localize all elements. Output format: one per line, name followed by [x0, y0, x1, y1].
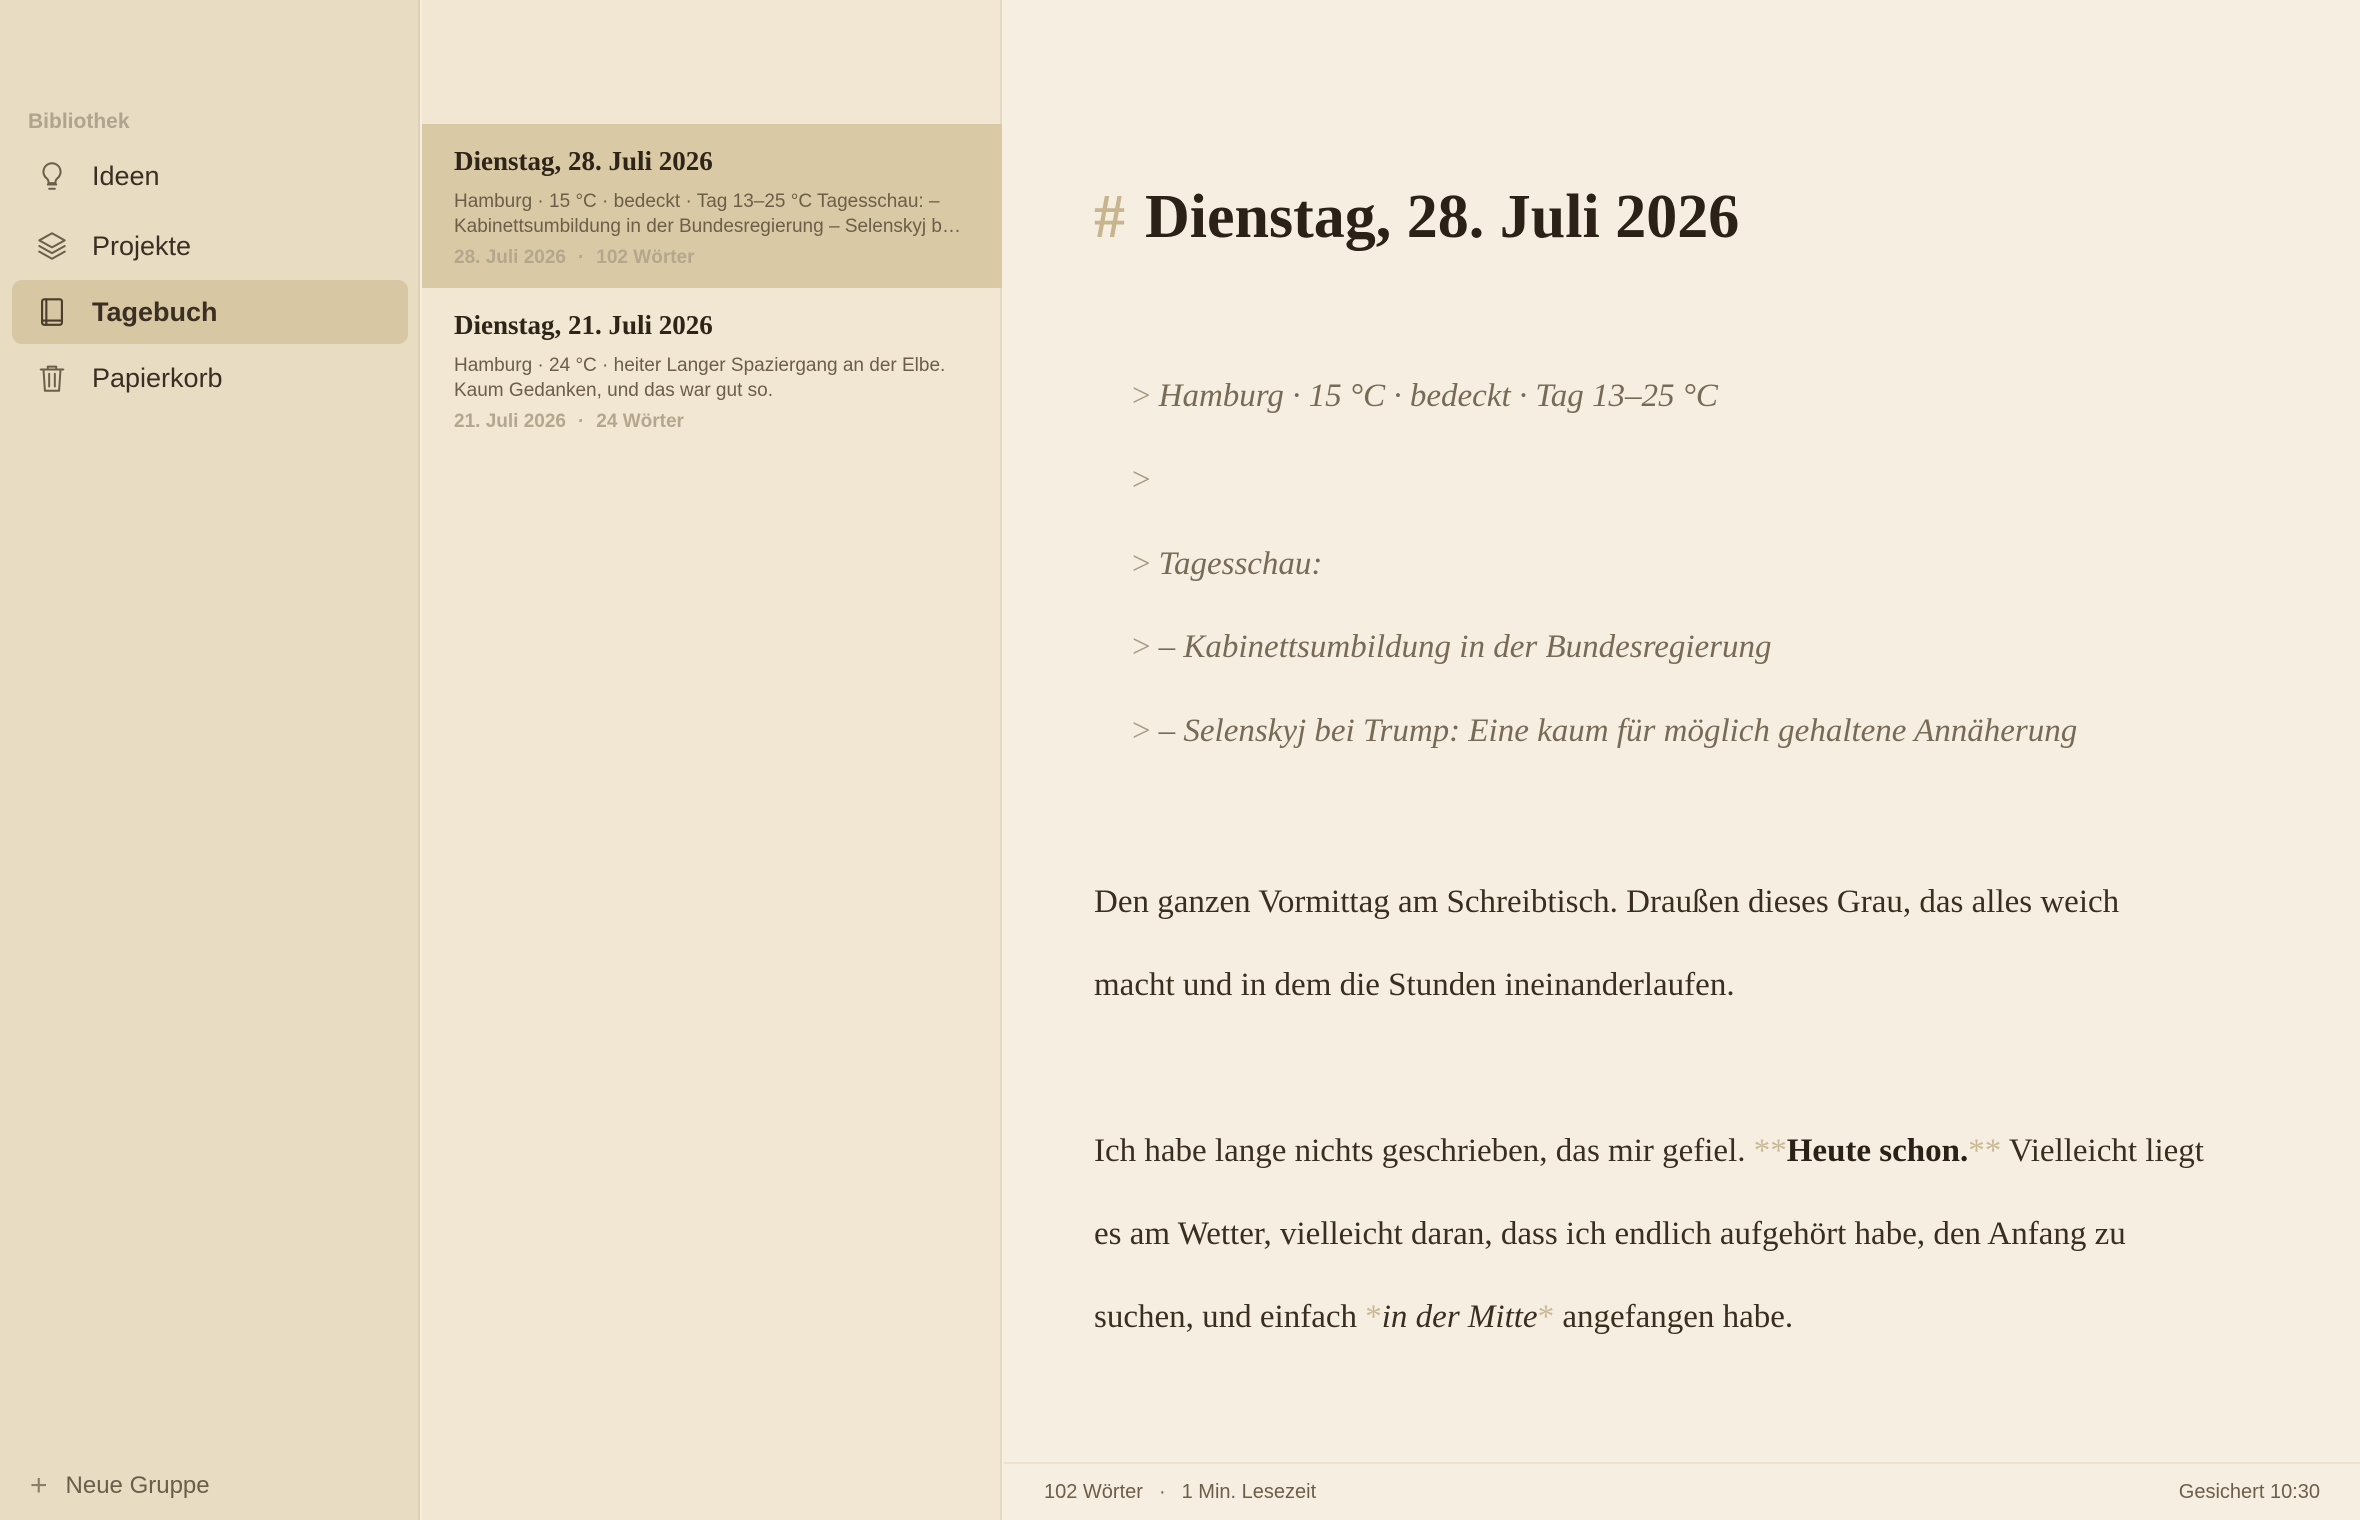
note-date: 21. Juli 2026: [454, 411, 566, 432]
paragraph-text: Vielleicht liegt es am Wetter, vielleicht daran, dass ich endlich aufgehört habe, den Anfang zu suchen, und einfach: [1094, 1133, 2204, 1335]
quote-text: – Kabinettsumbildung in der Bundesregierung: [1158, 629, 1772, 665]
meta-separator: ·: [577, 411, 585, 432]
paragraph[interactable]: Den ganzen Vormittag am Schreibtisch. Draußen dieses Grau, das alles weich macht und in dem die Stunden ineinanderlaufen.: [1094, 884, 2120, 1003]
note-meta: [454, 411, 970, 433]
status-saved: Gesichert 10:30: [2178, 1480, 2320, 1503]
quote-line[interactable]: [1132, 629, 1772, 666]
quote-mark: >: [1132, 546, 1151, 582]
document-title[interactable]: [1094, 182, 1739, 253]
sidebar-item-label: Tagebuch: [92, 296, 218, 327]
note-card[interactable]: [422, 288, 1002, 452]
note-preview: Hamburg · 24 °C · heiter Langer Spaziergang an der Elbe. Kaum Gedanken, und das war gut so.: [454, 355, 946, 401]
quote-text: Tagesschau:: [1158, 546, 1323, 582]
bold-mark: **: [1968, 1133, 2002, 1169]
status-bar: [1004, 1462, 2360, 1520]
sidebar-heading: Bibliothek: [28, 110, 130, 133]
note-card-selected[interactable]: [422, 124, 1002, 288]
sidebar-item-ideen[interactable]: [12, 144, 408, 208]
sidebar: [0, 0, 420, 1520]
bold-mark: **: [1753, 1133, 1787, 1169]
heading-mark: #: [1094, 183, 1125, 251]
quote-line[interactable]: [1132, 462, 1159, 499]
sidebar-item-label: Papierkorb: [92, 362, 223, 393]
lightbulb-icon: [34, 158, 70, 194]
meta-separator: ·: [577, 247, 585, 268]
sidebar-item-projekte[interactable]: [12, 214, 408, 278]
quote-line[interactable]: [1132, 546, 1322, 583]
paragraph[interactable]: [1094, 1110, 2204, 1359]
sidebar-item-papierkorb[interactable]: [12, 346, 408, 410]
status-word-count: 102 Wörter: [1044, 1480, 1143, 1503]
status-separator: ·: [1158, 1480, 1166, 1503]
quote-line[interactable]: [1132, 378, 1718, 415]
trash-icon: [34, 360, 70, 396]
quote-mark: >: [1132, 629, 1151, 665]
note-preview: Hamburg · 15 °C · bedeckt · Tag 13–25 °C Tagesschau: – Kabinettsumbildung in der Bundesregierung – Selenskyj bei: [454, 191, 957, 237]
plus-icon: +: [30, 1469, 48, 1502]
document-title-text: Dienstag, 28. Juli 2026: [1145, 183, 1740, 251]
sidebar-item-tagebuch[interactable]: [12, 280, 408, 344]
quote-text: – Selenskyj bei Trump: Eine kaum für möglich gehaltene Annäherung: [1158, 713, 2078, 749]
status-reading-time: 1 Min. Lesezeit: [1181, 1480, 1317, 1503]
quote-line[interactable]: [1132, 713, 2077, 750]
new-group-button[interactable]: [30, 1466, 210, 1506]
quote-text: Hamburg · 15 °C · bedeckt · Tag 13–25 °C: [1158, 378, 1718, 414]
quote-mark: >: [1132, 462, 1151, 498]
italic-mark: *: [1537, 1299, 1555, 1335]
note-date: 28. Juli 2026: [454, 247, 566, 268]
new-group-label: Neue Gruppe: [65, 1472, 210, 1499]
italic-text: in der Mitte: [1381, 1299, 1538, 1335]
paragraph-text: Ich habe lange nichts geschrieben, das mir gefiel.: [1094, 1133, 1746, 1169]
note-word-count: 24 Wörter: [596, 411, 684, 432]
quote-mark: >: [1132, 378, 1151, 414]
note-meta: [454, 247, 970, 269]
sidebar-item-label: Ideen: [92, 160, 160, 191]
book-icon: [34, 294, 70, 330]
quote-mark: >: [1132, 713, 1151, 749]
note-title: Dienstag, 28. Juli 2026: [454, 146, 713, 176]
note-title: Dienstag, 21. Juli 2026: [454, 310, 713, 340]
paragraph-text: angefangen habe.: [1562, 1299, 1794, 1335]
layers-icon: [34, 228, 70, 264]
note-list: [422, 0, 1002, 1520]
sidebar-item-label: Projekte: [92, 230, 192, 261]
note-word-count: 102 Wörter: [596, 247, 695, 268]
bold-text: Heute schon.: [1786, 1133, 1969, 1169]
italic-mark: *: [1365, 1299, 1382, 1335]
editor[interactable]: [1004, 0, 2360, 1520]
